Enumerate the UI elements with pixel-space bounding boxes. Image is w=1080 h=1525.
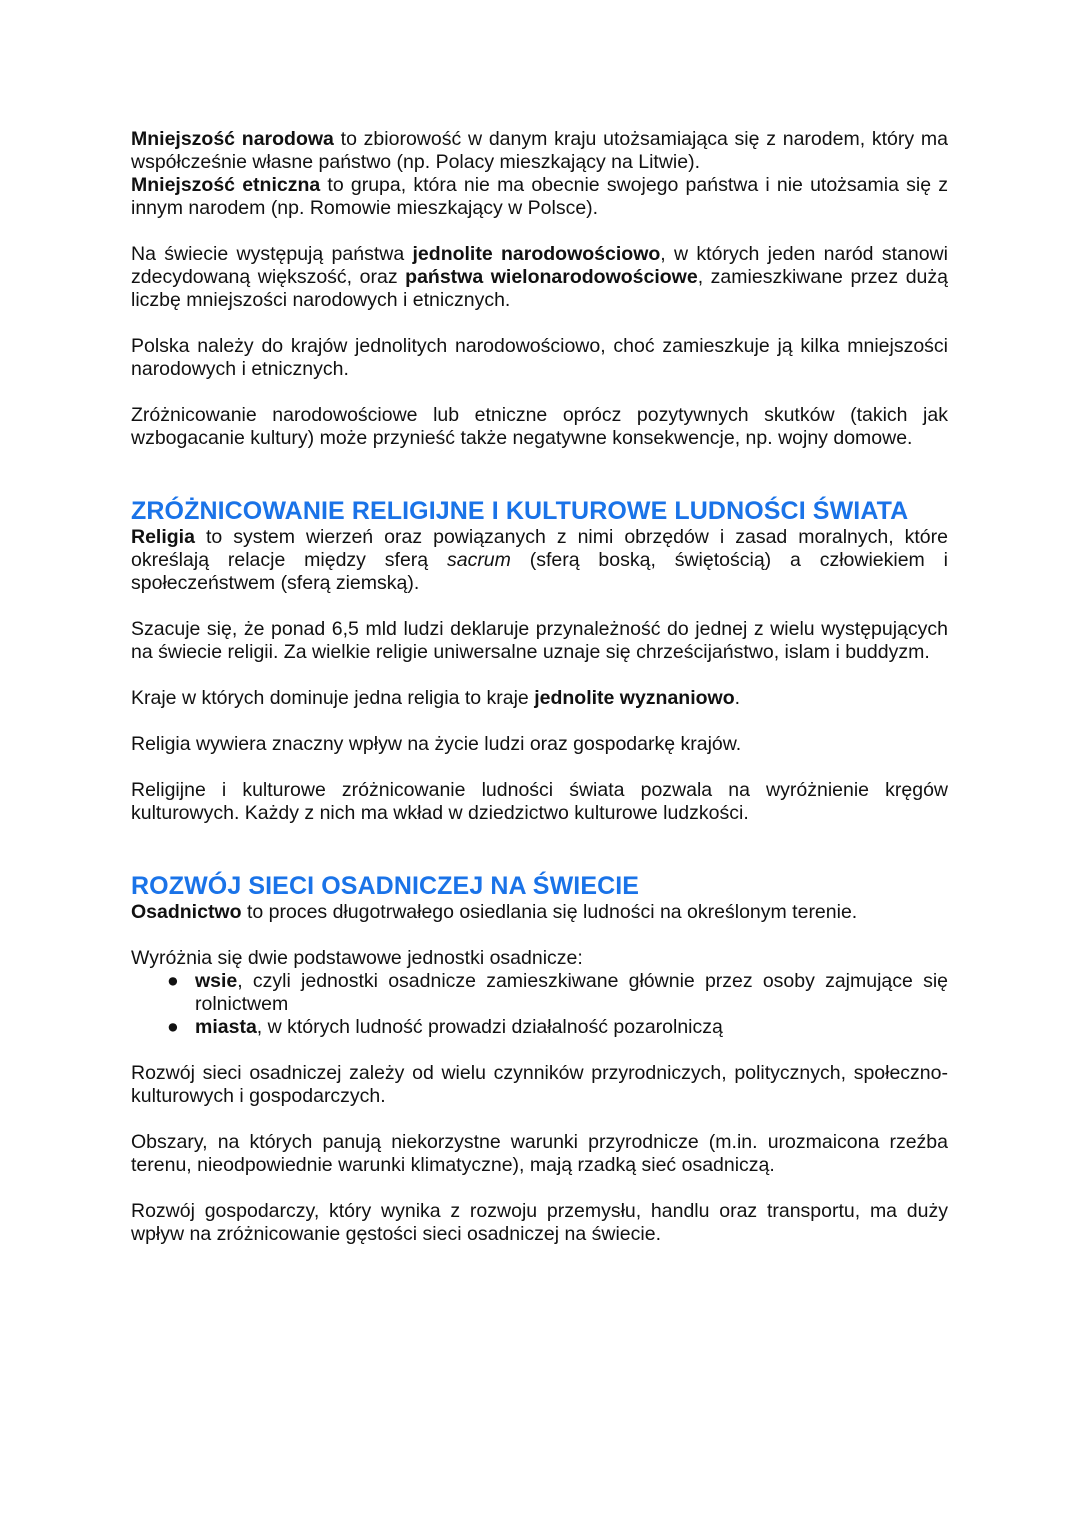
text-fragment: to proces długotrwałego osiedlania się ludności na określonym terenie. [241,901,858,923]
term-ethnic-minority: Mniejszość etniczna [131,174,321,196]
text-fragment: , zamieszkiwane przez dużą liczbę mniejszości narodowych i etnicznych. [131,266,948,311]
term-national-minority: Mniejszość narodowa [131,128,334,150]
text-ethnic-minority: to grupa, która nie ma obecnie swojego państwa i nie utożsamia się z innym narodem (np. Romowie mieszkający w Polsce). [131,174,948,219]
paragraph-religion-definition [131,526,948,595]
text-fragment: Na świecie występują państwa [131,243,413,265]
term-villages: wsie [195,970,238,992]
paragraph-poland: Polska należy do krajów jednolitych narodowościowo, choć zamieszkuje ją kilka mniejszości narodowych i etnicznych. [131,335,948,380]
term-multinational-states: państwa wielonarodowościowe [405,266,698,288]
text-fragment: (sferą boską, świętością) a człowiekiem i społeczeństwem (sferą ziemską). [131,549,948,594]
text-fragment: , czyli jednostki osadnicze zamieszkiwane głównie przez osoby zajmujące się rolnictwem [195,970,948,1015]
list-item [167,970,948,1016]
paragraph-national-minority [131,128,948,174]
list-item [167,1016,948,1039]
term-religion: Religia [131,526,195,548]
paragraph-diversity-effects: Zróżnicowanie narodowościowe lub etniczne oprócz pozytywnych skutków (takich jak wzbogacanie kultury) może przynieść także negatywne konsekwencje, np. wojny domowe. [131,404,948,449]
paragraph-economic-development: Rozwój gospodarczy, który wynika z rozwoju przemysłu, handlu oraz transportu, ma duży wpływ na zróżnicowanie gęstości sieci osadniczej na świecie. [131,1200,948,1245]
paragraph-settlement-factors: Rozwój sieci osadniczej zależy od wielu czynników przyrodniczych, politycznych, społeczno-kulturowych i gospodarczych. [131,1062,948,1107]
paragraph-ethnic-minority [131,174,948,220]
paragraph-cultural-circles: Religijne i kulturowe zróżnicowanie ludności świata pozwala na wyróżnienie kręgów kulturowych. Każdy z nich ma wkład w dziedzictwo kulturowe ludzkości. [131,779,948,824]
bullet-icon: ● [167,970,179,992]
paragraph-nationality-states [131,243,948,312]
paragraph-settlement-definition [131,901,948,924]
text-national-minority: to zbiorowość w danym kraju utożsamiająca się z narodem, który ma współcześnie własne państwo (np. Polacy mieszkający na Litwie). [131,128,948,173]
heading-religious-diversity: ZRÓŻNICOWANIE RELIGIJNE I KULTUROWE LUDNOŚCI ŚWIATA [131,497,909,525]
paragraph-religion-estimate: Szacuje się, że ponad 6,5 mld ludzi deklaruje przynależność do jednej z wielu występujących na świecie religii. Za wielkie religie uniwersalne uznaje się chrześcijaństwo, islam i buddyzm. [131,618,948,663]
paragraph-uniform-religion [131,687,948,710]
paragraph-unfavorable-conditions: Obszary, na których panują niekorzystne warunki przyrodnicze (m.in. urozmaicona rzeźba terenu, nieodpowiednie warunki klimatyczne), mają rzadką sieć osadniczą. [131,1131,948,1176]
term-cities: miasta [195,1016,257,1038]
term-uniform-religion: jednolite wyznaniowo [534,687,735,709]
text-fragment: to system wierzeń oraz powiązanych z nimi obrzędów i zasad moralnych, które określają relacje między sferą [131,526,948,571]
settlement-units-list [131,970,948,1039]
paragraph-settlement-units: Wyróżnia się dwie podstawowe jednostki osadnicze: [131,947,583,969]
paragraph-religion-influence: Religia wywiera znaczny wpływ na życie ludzi oraz gospodarkę krajów. [131,733,742,755]
document-page [131,128,948,1246]
bullet-icon: ● [167,1016,179,1038]
text-fragment: Kraje w których dominuje jedna religia to kraje [131,687,535,709]
heading-settlement-network: ROZWÓJ SIECI OSADNICZEJ NA ŚWIECIE [131,872,640,900]
text-fragment: . [734,687,741,709]
term-sacrum: sacrum [446,549,511,571]
term-settlement: Osadnictwo [131,901,242,923]
text-fragment: , w których jeden naród stanowi zdecydowaną większość, oraz [131,243,948,288]
text-fragment: , w których ludność prowadzi działalność pozarolniczą [256,1016,723,1038]
term-uniform-nationality: jednolite narodowościowo [412,243,661,265]
